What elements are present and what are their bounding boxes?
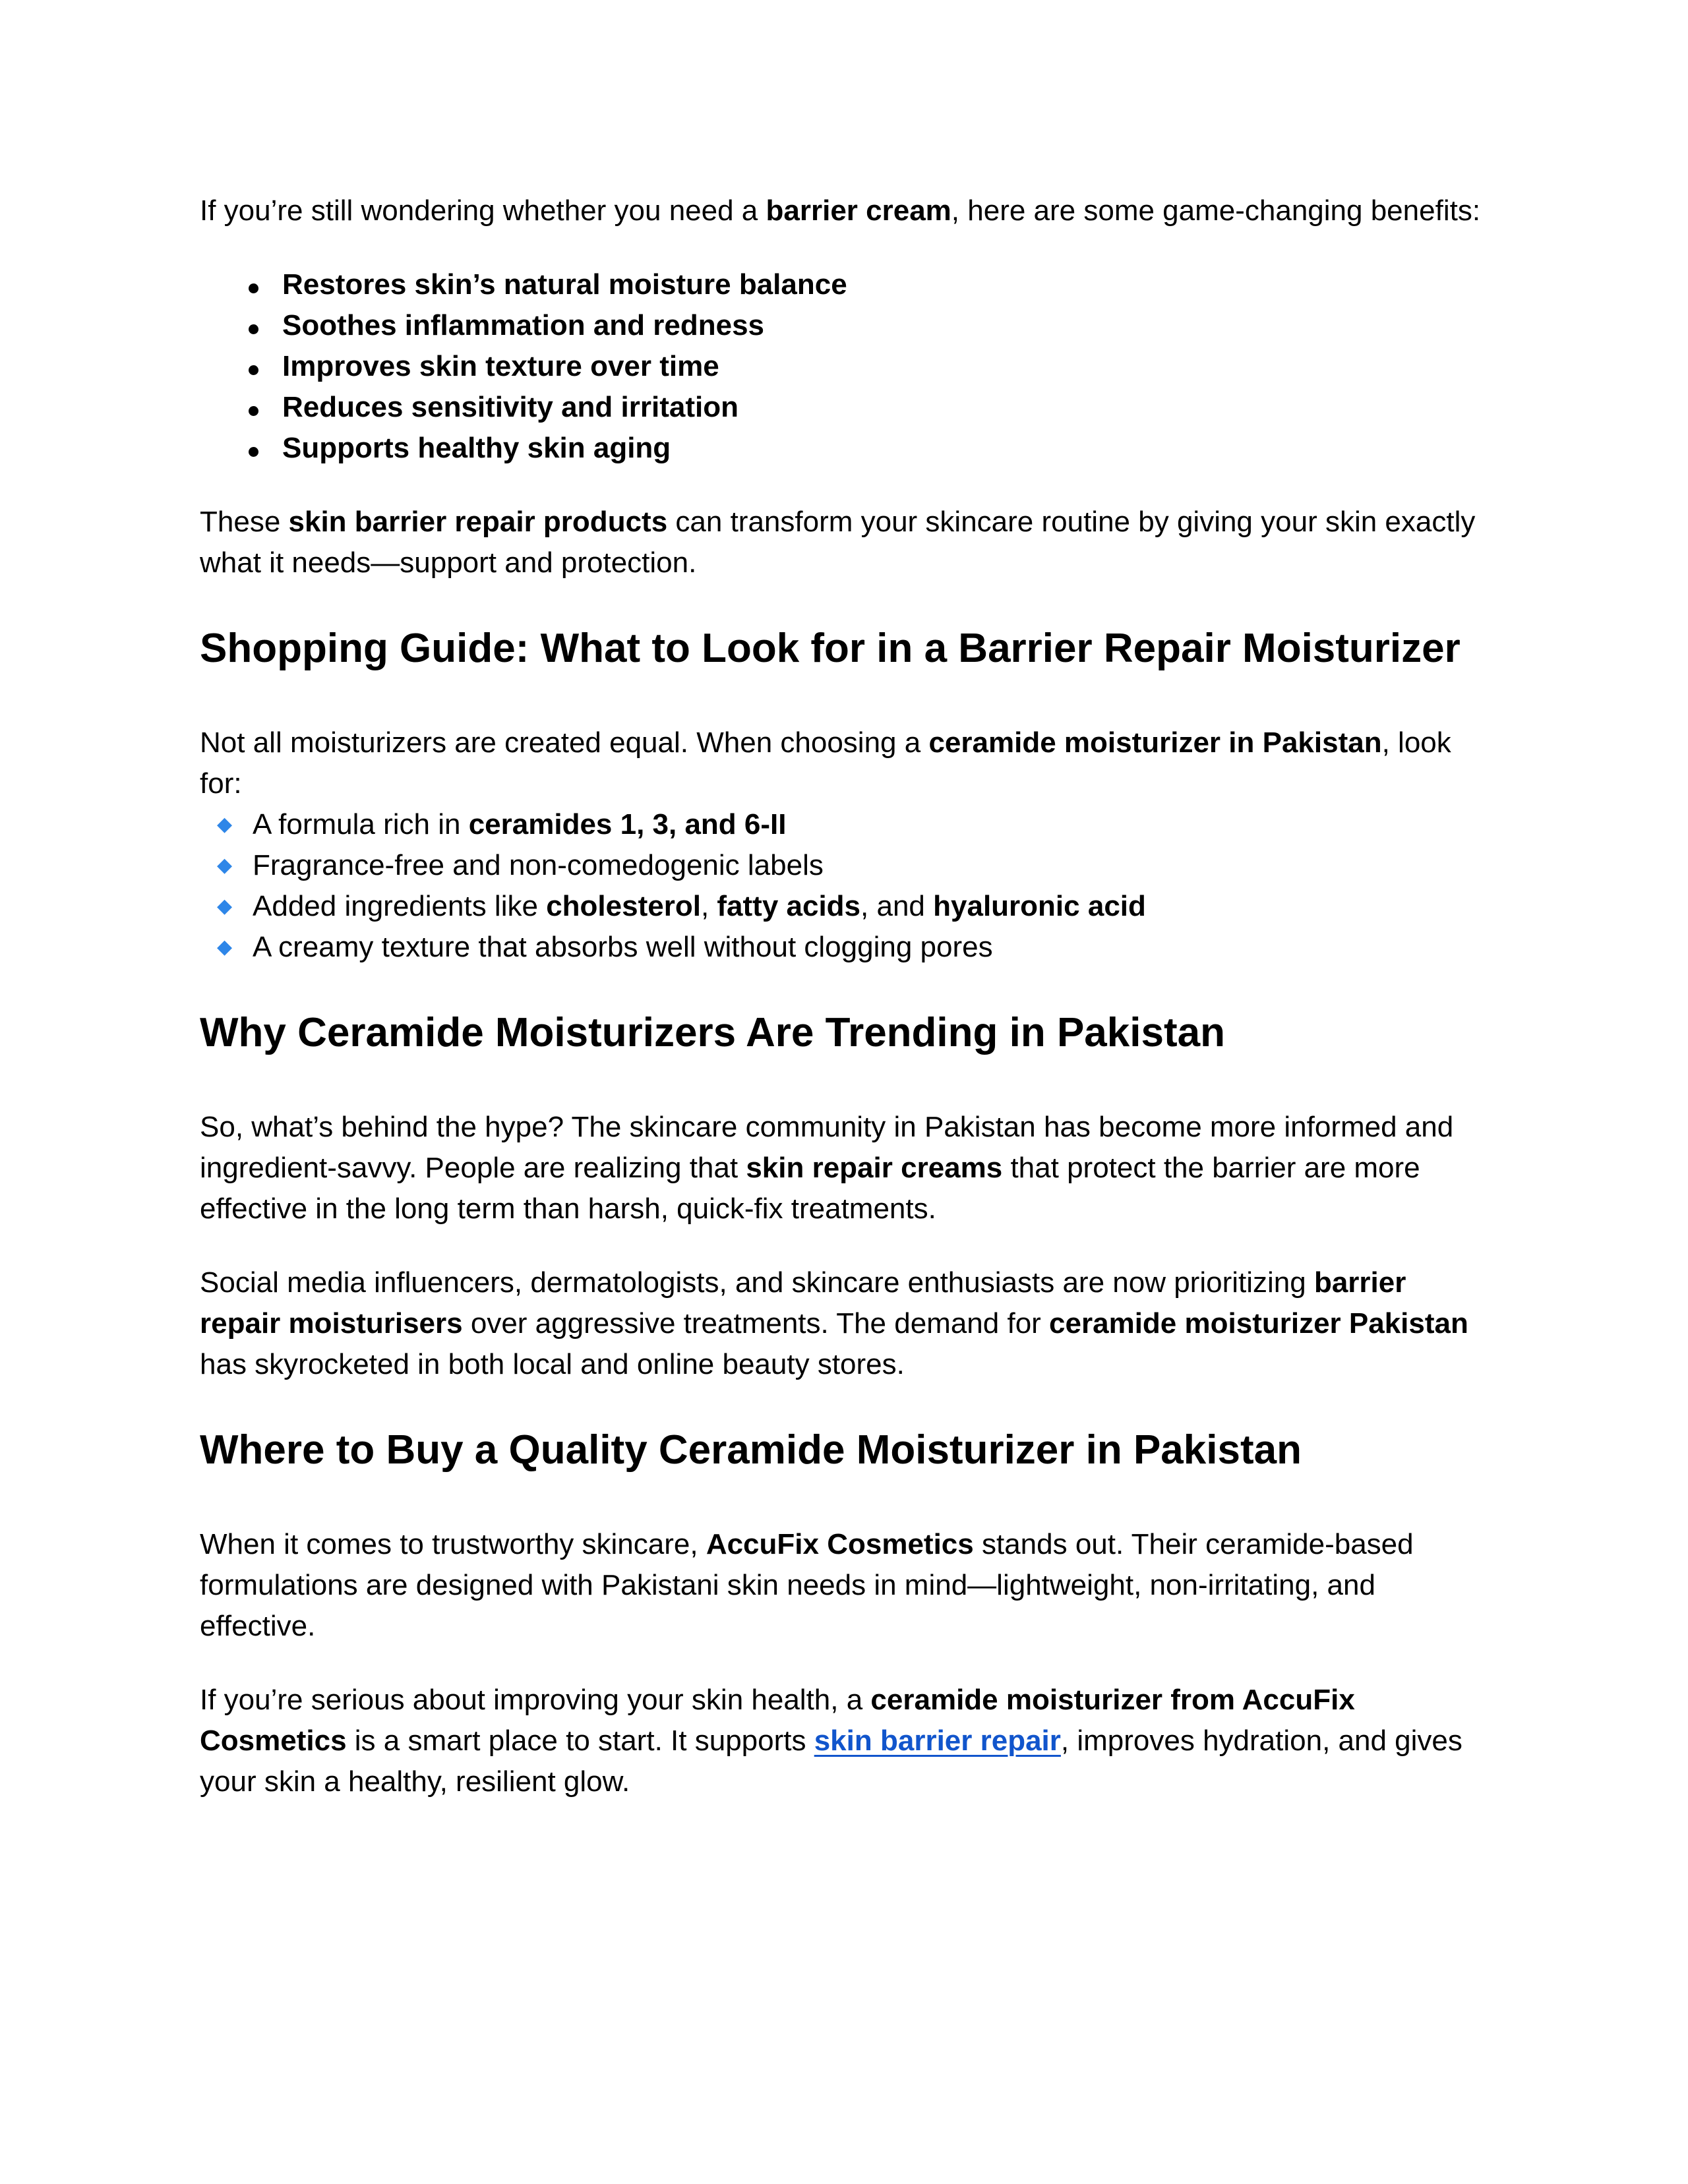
list-item bbox=[200, 428, 1489, 469]
list-item bbox=[200, 264, 1489, 305]
text-run: These bbox=[200, 506, 289, 538]
section-heading: Where to Buy a Quality Ceramide Moisturizer in Pakistan bbox=[200, 1427, 1302, 1473]
bold-text-run: barrier repair moisturisers bbox=[200, 1266, 1406, 1340]
text-run: that protect the barrier are more effective in the long term than harsh, quick-fix treatments. bbox=[200, 1152, 1420, 1225]
paragraph bbox=[200, 1107, 1489, 1229]
text-run: If you’re still wondering whether you need a bbox=[200, 194, 766, 227]
text-run: , here are some game-changing benefits: bbox=[951, 194, 1481, 227]
list-item bbox=[200, 845, 1489, 886]
bold-text-run: Reduces sensitivity and irritation bbox=[282, 391, 738, 423]
text-run: So, what’s behind the hype? The skincare community in Pakistan has become more informed and ingredient-savvy. People are realizing that bbox=[200, 1111, 1454, 1184]
document-content bbox=[200, 191, 1489, 1802]
text-run: , look for: bbox=[200, 726, 1451, 800]
text-run: , and bbox=[860, 890, 934, 922]
list-item bbox=[200, 305, 1489, 346]
bold-text-run: skin repair creams bbox=[746, 1152, 1003, 1184]
text-run: A creamy texture that absorbs well without clogging pores bbox=[253, 931, 993, 963]
skin-barrier-repair-link[interactable]: skin barrier repair bbox=[814, 1725, 1061, 1757]
text-run: , improves hydration, and gives your skin a healthy, resilient glow. bbox=[200, 1725, 1462, 1798]
text-run: Social media influencers, dermatologists, and skincare enthusiasts are now prioritizing bbox=[200, 1266, 1314, 1299]
list-item bbox=[200, 387, 1489, 428]
bold-text-run: Soothes inflammation and redness bbox=[282, 309, 765, 341]
list-item bbox=[200, 346, 1489, 387]
text-run: stands out. Their ceramide-based formulations are designed with Pakistani skin needs in mind—lightweight, non-irritating, and effective. bbox=[200, 1528, 1414, 1642]
bold-text-run: cholesterol bbox=[546, 890, 701, 922]
list-item bbox=[200, 927, 1489, 968]
text-run: Not all moisturizers are created equal. When choosing a bbox=[200, 726, 929, 759]
bold-text-run: Improves skin texture over time bbox=[282, 350, 719, 382]
bold-text-run: fatty acids bbox=[717, 890, 861, 922]
bold-text-run: skin barrier repair products bbox=[288, 506, 668, 538]
bold-text-run: ceramides 1, 3, and 6-II bbox=[468, 808, 787, 841]
paragraph bbox=[200, 1680, 1489, 1802]
text-run: can transform your skincare routine by giving your skin exactly what it needs—support and protection. bbox=[200, 506, 1476, 579]
text-run: A formula rich in bbox=[253, 808, 469, 841]
benefits-bullet-list bbox=[200, 264, 1489, 469]
text-run: is a smart place to start. It supports bbox=[346, 1725, 814, 1757]
shopping-guide-diamond-list bbox=[200, 804, 1489, 968]
text-run: Fragrance-free and non-comedogenic labels bbox=[253, 849, 824, 881]
bold-text-run: barrier cream bbox=[766, 194, 951, 227]
paragraph bbox=[200, 502, 1489, 583]
text-run: over aggressive treatments. The demand for bbox=[462, 1307, 1050, 1340]
paragraph bbox=[200, 1524, 1489, 1647]
section-heading: Shopping Guide: What to Look for in a Barrier Repair Moisturizer bbox=[200, 626, 1461, 671]
text-run: has skyrocketed in both local and online beauty stores. bbox=[200, 1348, 905, 1380]
text-run: Added ingredients like bbox=[253, 890, 547, 922]
bold-text-run: ceramide moisturizer Pakistan bbox=[1049, 1307, 1468, 1340]
paragraph bbox=[200, 1262, 1489, 1385]
text-run: If you’re serious about improving your skin health, a bbox=[200, 1684, 871, 1716]
list-item bbox=[200, 886, 1489, 927]
bold-text-run: Restores skin’s natural moisture balance bbox=[282, 268, 847, 301]
bold-text-run: ceramide moisturizer in Pakistan bbox=[928, 726, 1382, 759]
bold-text-run: AccuFix Cosmetics bbox=[706, 1528, 974, 1560]
bold-text-run: Supports healthy skin aging bbox=[282, 432, 671, 464]
list-item bbox=[200, 804, 1489, 845]
text-run: , bbox=[700, 890, 717, 922]
paragraph bbox=[200, 723, 1489, 804]
paragraph bbox=[200, 191, 1489, 231]
bold-text-run: ceramide moisturizer from AccuFix Cosmetics bbox=[200, 1684, 1355, 1757]
section-heading: Why Ceramide Moisturizers Are Trending in Pakistan bbox=[200, 1010, 1225, 1055]
bold-text-run: hyaluronic acid bbox=[933, 890, 1146, 922]
text-run: When it comes to trustworthy skincare, bbox=[200, 1528, 706, 1560]
